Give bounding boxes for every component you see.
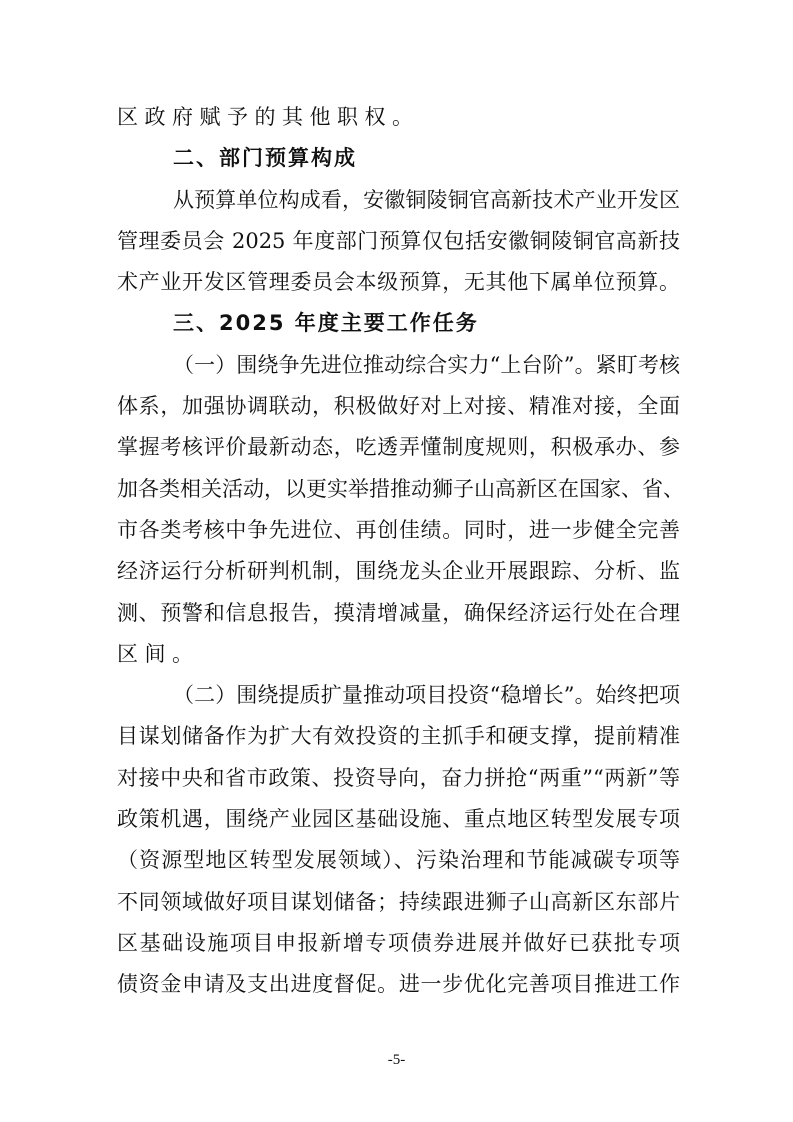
paragraph-line: 管理委员会 2025 年度部门预算仅包括安徽铜陵铜官高新技 [117, 228, 680, 253]
paragraph-line: 从预算单位构成看，安徽铜陵铜官高新技术产业开发区 [173, 187, 680, 212]
paragraph-line: 术产业开发区管理委员会本级预算，无其他下属单位预算。 [117, 270, 680, 295]
paragraph-line: 市各类考核中争先进位、再创佳绩。同时，进一步健全完善 [117, 517, 680, 542]
paragraph-line: （二）围绕提质扩量推动项目投资“稳增长”。始终把项 [173, 683, 680, 708]
paragraph-line: 政策机遇，围绕产业园区基础设施、重点地区转型发展专项 [117, 807, 680, 832]
page-number: -5- [387, 1052, 406, 1068]
paragraph-line: 目谋划储备作为扩大有效投资的主抓手和硬支撑，提前精准 [117, 724, 680, 749]
paragraph-line: 不同领域做好项目谋划储备；持续跟进狮子山高新区东部片 [117, 889, 680, 914]
paragraph-line: 对接中央和省市政策、投资导向，奋力拼抢“两重”“两新”等 [117, 765, 680, 790]
paragraph-line: 债资金申请及支出进度督促。进一步优化完善项目推进工作 [117, 972, 680, 997]
paragraph-line: 加各类相关活动，以更实举措推动狮子山高新区在国家、省、 [117, 476, 684, 501]
section-heading: 二、部门预算构成 [173, 146, 357, 171]
paragraph-line: 区政府赋予的其他职权。 [117, 105, 420, 129]
section-heading: 三、2025 年度主要工作任务 [173, 311, 479, 336]
paragraph-line: （资源型地区转型发展领域）、污染治理和节能减碳专项等 [117, 848, 680, 873]
paragraph-line: （一）围绕争先进位推动综合实力“上台阶”。紧盯考核 [173, 352, 680, 377]
paragraph-line: 经济运行分析研判机制，围绕龙头企业开展跟踪、分析、监 [117, 559, 680, 584]
paragraph-line: 区基础设施项目申报新增专项债券进展并做好已获批专项 [117, 930, 680, 955]
body-text [117, 97, 684, 1006]
paragraph-line: 区间。 [117, 641, 200, 666]
paragraph-line: 测、预警和信息报告，摸清增减量，确保经济运行处在合理 [117, 600, 680, 625]
paragraph-line: 掌握考核评价最新动态，吃透弄懂制度规则，积极承办、参 [117, 435, 680, 460]
paragraph-line: 体系，加强协调联动，积极做好对上对接、精准对接，全面 [117, 394, 680, 419]
